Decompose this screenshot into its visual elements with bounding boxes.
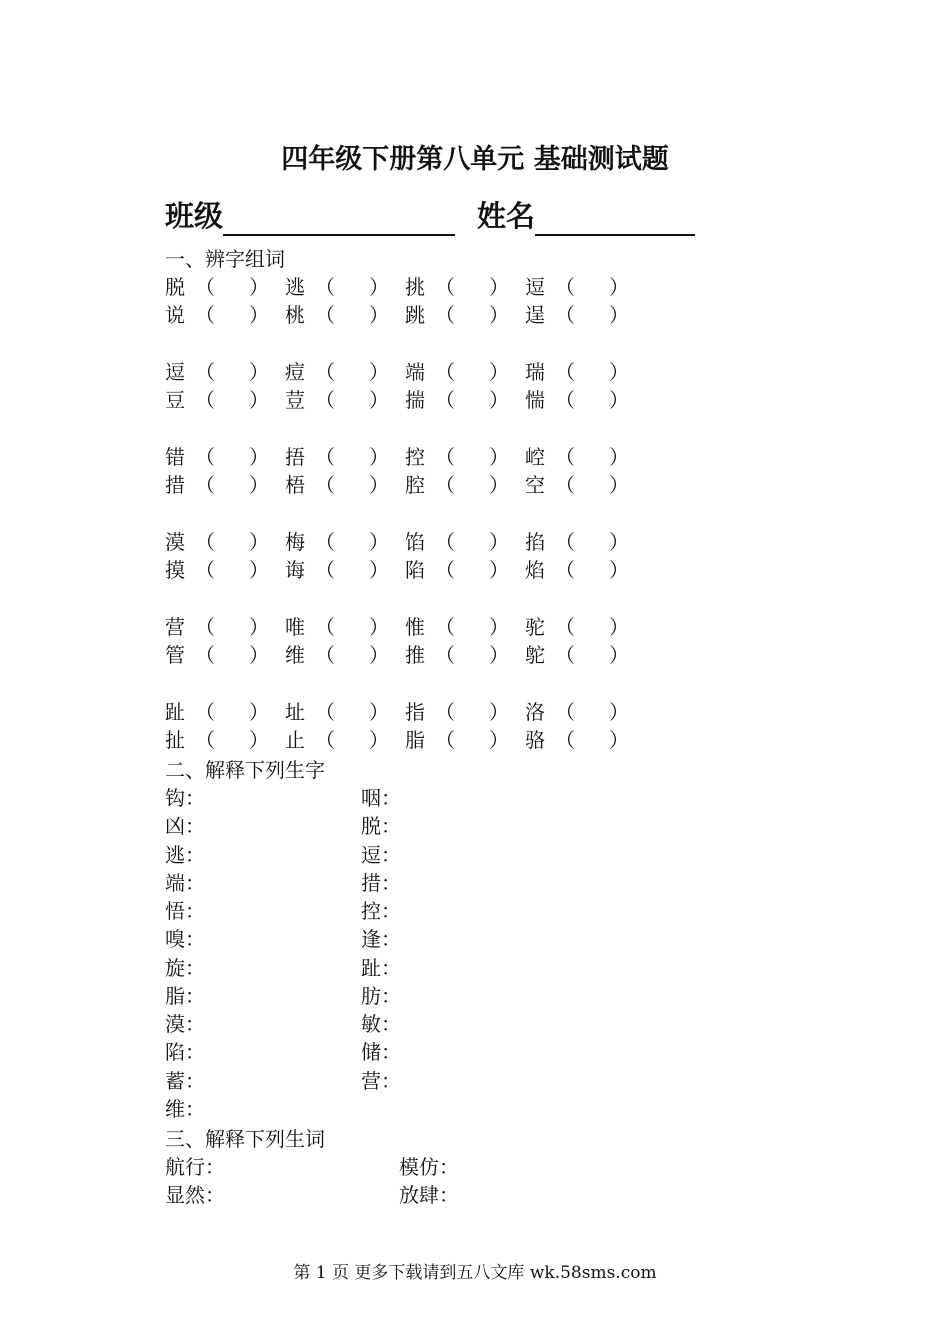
- name-blank[interactable]: [535, 200, 695, 236]
- close-paren: ）: [249, 388, 269, 412]
- open-paren: （: [315, 303, 335, 327]
- close-paren: ）: [369, 388, 389, 412]
- close-paren: ）: [609, 530, 629, 554]
- word-group-answer-blank[interactable]: [195, 471, 269, 499]
- open-paren: （: [435, 558, 455, 582]
- close-paren: ）: [609, 388, 629, 412]
- close-paren: ）: [609, 700, 629, 724]
- close-paren: ）: [489, 643, 509, 667]
- close-paren: ）: [609, 360, 629, 384]
- page-title: 四年级下册第八单元 基础测试题: [281, 144, 669, 175]
- close-paren: ）: [489, 445, 509, 469]
- open-paren: （: [435, 643, 455, 667]
- open-paren: （: [195, 728, 215, 752]
- char-definition-item: 逢：: [361, 927, 401, 952]
- word-group-item: [285, 273, 389, 301]
- word-group-answer-blank[interactable]: [435, 471, 509, 499]
- word-group-answer-blank[interactable]: [315, 698, 389, 726]
- word-group-item: [525, 471, 629, 499]
- word-group-answer-blank[interactable]: [555, 698, 629, 726]
- word-group-answer-blank[interactable]: [195, 358, 269, 386]
- close-paren: ）: [249, 558, 269, 582]
- word-group-answer-blank[interactable]: [555, 358, 629, 386]
- word-group-item: [405, 471, 509, 499]
- open-paren: （: [555, 728, 575, 752]
- open-paren: （: [195, 558, 215, 582]
- char-definition-item: 逃：: [165, 842, 205, 867]
- word-group-char: 控: [405, 445, 425, 469]
- open-paren: （: [435, 530, 455, 554]
- word-group-answer-blank[interactable]: [315, 358, 389, 386]
- word-group-answer-blank[interactable]: [315, 528, 389, 556]
- close-paren: ）: [609, 643, 629, 667]
- char-definition-item: 陷：: [165, 1040, 205, 1065]
- word-group-answer-blank[interactable]: [435, 358, 509, 386]
- word-group-char: 唯: [285, 615, 305, 639]
- word-group-answer-blank[interactable]: [195, 613, 269, 641]
- word-group-item: [525, 528, 629, 556]
- class-blank[interactable]: [223, 200, 455, 236]
- word-group-char: 维: [285, 643, 305, 667]
- close-paren: ）: [489, 360, 509, 384]
- word-group-char: 崆: [525, 445, 545, 469]
- word-group-item: [165, 726, 269, 754]
- close-paren: ）: [249, 275, 269, 299]
- word-group-answer-blank[interactable]: [435, 443, 509, 471]
- open-paren: （: [555, 473, 575, 497]
- word-group-answer-blank[interactable]: [555, 386, 629, 414]
- word-group-answer-blank[interactable]: [315, 386, 389, 414]
- word-group-char: 趾: [165, 700, 185, 724]
- word-group-item: [285, 556, 389, 584]
- open-paren: （: [435, 360, 455, 384]
- close-paren: ）: [609, 275, 629, 299]
- char-definition-item: 端：: [165, 870, 205, 895]
- open-paren: （: [195, 388, 215, 412]
- word-group-char: 诲: [285, 558, 305, 582]
- char-definition-item: 敏：: [361, 1012, 401, 1036]
- open-paren: （: [555, 388, 575, 412]
- char-definition-item: 凶：: [165, 814, 205, 839]
- char-definition-item: 逗：: [361, 842, 401, 867]
- word-group-char: 捂: [285, 445, 305, 469]
- word-group-char: 荳: [285, 388, 305, 412]
- word-group-answer-blank[interactable]: [195, 698, 269, 726]
- open-paren: （: [435, 473, 455, 497]
- word-group-char: 瑞: [525, 360, 545, 384]
- close-paren: ）: [249, 360, 269, 384]
- word-group-item: [285, 471, 389, 499]
- close-paren: ）: [489, 473, 509, 497]
- word-group-answer-blank[interactable]: [195, 301, 269, 329]
- word-group-item: [525, 386, 629, 414]
- word-group-char: 桃: [285, 303, 305, 327]
- close-paren: ）: [249, 643, 269, 667]
- word-group-char: 馅: [405, 530, 425, 554]
- word-group-answer-blank[interactable]: [315, 273, 389, 301]
- word-group-char: 逗: [165, 360, 185, 384]
- word-group-answer-blank[interactable]: [435, 698, 509, 726]
- close-paren: ）: [609, 728, 629, 752]
- section3-heading: 三、解释下列生词: [165, 1127, 325, 1151]
- word-group-item: [525, 358, 629, 386]
- close-paren: ）: [369, 473, 389, 497]
- word-group-answer-blank[interactable]: [555, 528, 629, 556]
- char-definition-item: 脱：: [361, 814, 401, 839]
- close-paren: ）: [609, 303, 629, 327]
- word-group-item: [165, 273, 269, 301]
- word-group-answer-blank[interactable]: [555, 301, 629, 329]
- word-group-answer-blank[interactable]: [315, 556, 389, 584]
- word-group-char: 说: [165, 303, 185, 327]
- word-group-answer-blank[interactable]: [555, 613, 629, 641]
- close-paren: ）: [369, 700, 389, 724]
- word-group-answer-blank[interactable]: [195, 528, 269, 556]
- open-paren: （: [435, 275, 455, 299]
- word-group-item: [405, 698, 509, 726]
- word-group-item: [525, 301, 629, 329]
- word-group-item: [285, 301, 389, 329]
- close-paren: ）: [249, 700, 269, 724]
- word-group-item: [165, 443, 269, 471]
- word-group-answer-blank[interactable]: [435, 301, 509, 329]
- word-group-answer-blank[interactable]: [195, 726, 269, 754]
- word-group-char: 骆: [525, 728, 545, 752]
- close-paren: ）: [369, 615, 389, 639]
- page-footer: 第 1 页 更多下载请到五八文库 wk.58sms.com: [293, 1263, 657, 1283]
- word-group-item: [405, 641, 509, 669]
- word-group-item: [285, 726, 389, 754]
- word-group-char: 挑: [405, 275, 425, 299]
- open-paren: （: [315, 558, 335, 582]
- word-group-item: [525, 726, 629, 754]
- word-group-answer-blank[interactable]: [195, 443, 269, 471]
- word-group-char: 逞: [525, 303, 545, 327]
- close-paren: ）: [249, 728, 269, 752]
- word-group-item: [165, 358, 269, 386]
- open-paren: （: [315, 643, 335, 667]
- char-definition-item: 旋：: [165, 955, 205, 980]
- word-group-char: 错: [165, 445, 185, 469]
- word-group-char: 揣: [405, 388, 425, 412]
- char-definition-item: 悟：: [165, 899, 205, 923]
- word-group-answer-blank[interactable]: [555, 556, 629, 584]
- open-paren: （: [555, 445, 575, 469]
- char-definition-item: 咽：: [361, 786, 401, 810]
- open-paren: （: [315, 615, 335, 639]
- close-paren: ）: [249, 445, 269, 469]
- word-group-item: [525, 641, 629, 669]
- word-group-char: 痘: [285, 360, 305, 384]
- close-paren: ）: [369, 728, 389, 752]
- word-group-char: 跳: [405, 303, 425, 327]
- word-group-char: 止: [285, 728, 305, 752]
- close-paren: ）: [369, 558, 389, 582]
- word-group-answer-blank[interactable]: [315, 726, 389, 754]
- word-group-answer-blank[interactable]: [555, 443, 629, 471]
- close-paren: ）: [369, 275, 389, 299]
- word-definition-item: 显然：: [165, 1183, 225, 1207]
- word-group-char: 鸵: [525, 643, 545, 667]
- close-paren: ）: [609, 615, 629, 639]
- open-paren: （: [555, 700, 575, 724]
- word-group-answer-blank[interactable]: [435, 528, 509, 556]
- word-group-char: 焰: [525, 558, 545, 582]
- word-group-item: [285, 613, 389, 641]
- close-paren: ）: [489, 615, 509, 639]
- word-group-item: [525, 698, 629, 726]
- word-group-answer-blank[interactable]: [435, 556, 509, 584]
- open-paren: （: [195, 360, 215, 384]
- word-group-char: 惟: [405, 615, 425, 639]
- word-group-item: [405, 528, 509, 556]
- word-definition-item: 航行：: [165, 1155, 225, 1179]
- open-paren: （: [435, 700, 455, 724]
- char-definition-item: 趾：: [361, 955, 401, 980]
- open-paren: （: [555, 530, 575, 554]
- word-group-answer-blank[interactable]: [315, 641, 389, 669]
- word-group-answer-blank[interactable]: [435, 273, 509, 301]
- open-paren: （: [555, 303, 575, 327]
- open-paren: （: [315, 445, 335, 469]
- word-group-char: 空: [525, 473, 545, 497]
- word-group-char: 址: [285, 700, 305, 724]
- close-paren: ）: [489, 530, 509, 554]
- open-paren: （: [555, 643, 575, 667]
- close-paren: ）: [369, 530, 389, 554]
- word-group-item: [165, 471, 269, 499]
- word-group-char: 驼: [525, 615, 545, 639]
- word-group-char: 营: [165, 615, 185, 639]
- word-group-item: [165, 613, 269, 641]
- close-paren: ）: [609, 558, 629, 582]
- char-definition-item: 控：: [361, 899, 401, 923]
- close-paren: ）: [249, 473, 269, 497]
- word-group-char: 脱: [165, 275, 185, 299]
- word-group-answer-blank[interactable]: [435, 726, 509, 754]
- word-group-char: 指: [405, 700, 425, 724]
- word-group-char: 端: [405, 360, 425, 384]
- word-group-char: 逃: [285, 275, 305, 299]
- word-group-answer-blank[interactable]: [315, 443, 389, 471]
- char-definition-item: 脂：: [165, 983, 205, 1008]
- word-group-char: 漠: [165, 530, 185, 554]
- word-group-item: [525, 443, 629, 471]
- close-paren: ）: [369, 360, 389, 384]
- word-group-item: [165, 698, 269, 726]
- open-paren: （: [315, 360, 335, 384]
- close-paren: ）: [249, 303, 269, 327]
- open-paren: （: [195, 700, 215, 724]
- close-paren: ）: [489, 303, 509, 327]
- close-paren: ）: [489, 700, 509, 724]
- char-definition-item: 措：: [361, 870, 401, 895]
- open-paren: （: [195, 445, 215, 469]
- close-paren: ）: [489, 388, 509, 412]
- close-paren: ）: [489, 558, 509, 582]
- open-paren: （: [195, 530, 215, 554]
- word-group-answer-blank[interactable]: [555, 726, 629, 754]
- word-group-char: 逗: [525, 275, 545, 299]
- char-definition-item: 漠：: [165, 1012, 205, 1036]
- word-group-item: [405, 613, 509, 641]
- close-paren: ）: [609, 445, 629, 469]
- close-paren: ）: [489, 728, 509, 752]
- word-group-answer-blank[interactable]: [195, 273, 269, 301]
- word-group-item: [525, 613, 629, 641]
- word-definition-item: 模仿：: [399, 1155, 459, 1179]
- open-paren: （: [195, 473, 215, 497]
- open-paren: （: [555, 275, 575, 299]
- open-paren: （: [435, 728, 455, 752]
- class-name-line: [165, 196, 695, 236]
- open-paren: （: [555, 558, 575, 582]
- word-group-item: [405, 301, 509, 329]
- close-paren: ）: [249, 530, 269, 554]
- word-group-char: 洛: [525, 700, 545, 724]
- open-paren: （: [195, 275, 215, 299]
- word-group-char: 摸: [165, 558, 185, 582]
- word-group-item: [405, 556, 509, 584]
- word-group-item: [525, 273, 629, 301]
- open-paren: （: [315, 700, 335, 724]
- word-group-answer-blank[interactable]: [315, 301, 389, 329]
- word-group-item: [165, 528, 269, 556]
- word-group-answer-blank[interactable]: [195, 641, 269, 669]
- word-group-answer-blank[interactable]: [435, 641, 509, 669]
- name-label: 姓名: [477, 199, 536, 233]
- section1-heading: 一、辨字组词: [165, 247, 285, 271]
- word-group-answer-blank[interactable]: [555, 641, 629, 669]
- word-group-item: [285, 641, 389, 669]
- close-paren: ）: [369, 303, 389, 327]
- section2-heading: 二、解释下列生字: [165, 758, 325, 782]
- word-group-char: 脂: [405, 728, 425, 752]
- open-paren: （: [315, 473, 335, 497]
- open-paren: （: [315, 388, 335, 412]
- open-paren: （: [315, 530, 335, 554]
- open-paren: （: [555, 360, 575, 384]
- char-definition-item: 肪：: [361, 983, 401, 1008]
- char-definition-item: 营：: [361, 1068, 401, 1093]
- open-paren: （: [315, 728, 335, 752]
- word-group-item: [165, 556, 269, 584]
- word-group-char: 梅: [285, 530, 305, 554]
- word-group-item: [525, 556, 629, 584]
- word-group-item: [285, 443, 389, 471]
- open-paren: （: [435, 303, 455, 327]
- open-paren: （: [195, 615, 215, 639]
- word-group-answer-blank[interactable]: [555, 471, 629, 499]
- word-group-answer-blank[interactable]: [315, 613, 389, 641]
- class-label: 班级: [165, 199, 224, 233]
- word-group-item: [285, 358, 389, 386]
- word-group-item: [405, 386, 509, 414]
- char-definition-item: 储：: [361, 1040, 401, 1065]
- close-paren: ）: [369, 643, 389, 667]
- word-group-item: [285, 698, 389, 726]
- word-definition-item: 放肆：: [399, 1183, 459, 1207]
- word-group-char: 陷: [405, 558, 425, 582]
- word-group-answer-blank[interactable]: [555, 273, 629, 301]
- close-paren: ）: [249, 615, 269, 639]
- open-paren: （: [555, 615, 575, 639]
- word-group-char: 推: [405, 643, 425, 667]
- word-group-answer-blank[interactable]: [435, 386, 509, 414]
- word-group-char: 豆: [165, 388, 185, 412]
- word-group-answer-blank[interactable]: [435, 613, 509, 641]
- close-paren: ）: [489, 275, 509, 299]
- word-group-char: 掐: [525, 530, 545, 554]
- word-group-item: [285, 386, 389, 414]
- open-paren: （: [195, 643, 215, 667]
- open-paren: （: [435, 615, 455, 639]
- word-group-item: [165, 641, 269, 669]
- open-paren: （: [435, 445, 455, 469]
- char-definition-item: 蓄：: [165, 1068, 205, 1093]
- open-paren: （: [315, 275, 335, 299]
- word-group-char: 扯: [165, 728, 185, 752]
- word-group-char: 惴: [525, 388, 545, 412]
- char-definition-item: 钩：: [165, 786, 205, 810]
- word-group-char: 腔: [405, 473, 425, 497]
- close-paren: ）: [609, 473, 629, 497]
- word-group-char: 管: [165, 643, 185, 667]
- open-paren: （: [435, 388, 455, 412]
- word-group-item: [405, 358, 509, 386]
- word-group-item: [285, 528, 389, 556]
- word-group-char: 措: [165, 473, 185, 497]
- char-definition-item: 嗅：: [165, 927, 205, 952]
- word-group-item: [165, 301, 269, 329]
- word-group-item: [405, 726, 509, 754]
- word-group-answer-blank[interactable]: [195, 386, 269, 414]
- word-group-char: 梧: [285, 473, 305, 497]
- char-definition-item: 维：: [165, 1096, 205, 1121]
- word-group-item: [165, 386, 269, 414]
- word-group-answer-blank[interactable]: [315, 471, 389, 499]
- word-group-answer-blank[interactable]: [195, 556, 269, 584]
- close-paren: ）: [369, 445, 389, 469]
- word-group-item: [405, 273, 509, 301]
- word-group-item: [405, 443, 509, 471]
- open-paren: （: [195, 303, 215, 327]
